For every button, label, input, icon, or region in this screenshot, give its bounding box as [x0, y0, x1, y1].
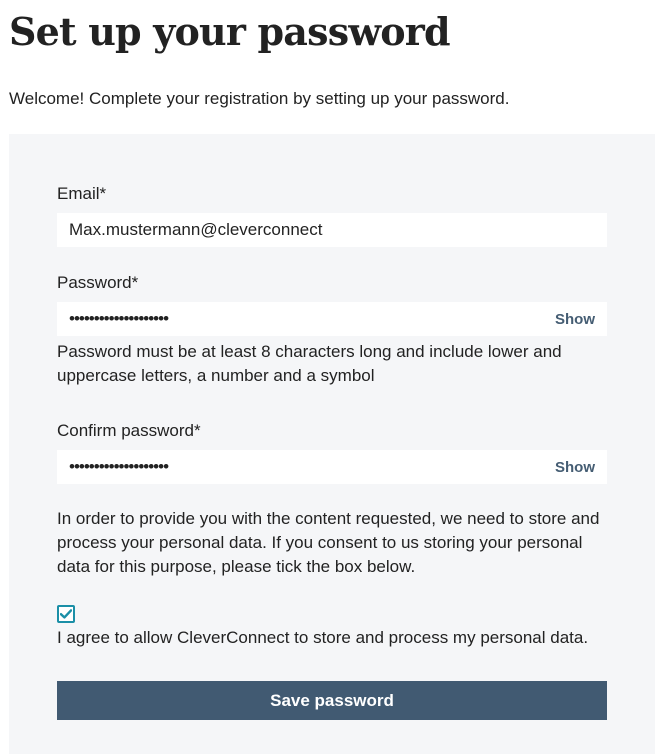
password-requirements-text: Password must be at least 8 characters long and include lower and uppercase letters, a number and a symbol	[57, 342, 562, 385]
password-field[interactable]	[57, 302, 607, 336]
password-masked-value: ••••••••••••••••••••	[69, 309, 169, 328]
confirm-password-masked-value: ••••••••••••••••••••	[69, 457, 169, 476]
confirm-password-show-toggle[interactable]: Show	[555, 458, 595, 476]
intro-text: Welcome! Complete your registration by setting up your password.	[9, 89, 510, 108]
password-label: Password*	[57, 273, 139, 292]
consent-text: In order to provide you with the content requested, we need to store and process your personal data. If you consent to us storing your personal data for this purpose, please tick the box below.	[57, 509, 600, 576]
page-title: Set up your password	[9, 9, 450, 54]
save-password-button[interactable]: Save password	[57, 681, 607, 720]
password-show-toggle[interactable]: Show	[555, 310, 595, 328]
checkmark-icon	[60, 609, 72, 619]
email-field[interactable]	[57, 213, 607, 247]
email-value: Max.mustermann@cleverconnect	[69, 220, 323, 239]
agree-checkbox[interactable]	[57, 605, 75, 623]
agree-checkbox-label[interactable]: I agree to allow CleverConnect to store and process my personal data.	[57, 628, 589, 647]
confirm-password-field[interactable]	[57, 450, 607, 484]
password-form-panel	[9, 134, 655, 754]
email-label: Email*	[57, 184, 107, 203]
confirm-password-label: Confirm password*	[57, 421, 201, 440]
